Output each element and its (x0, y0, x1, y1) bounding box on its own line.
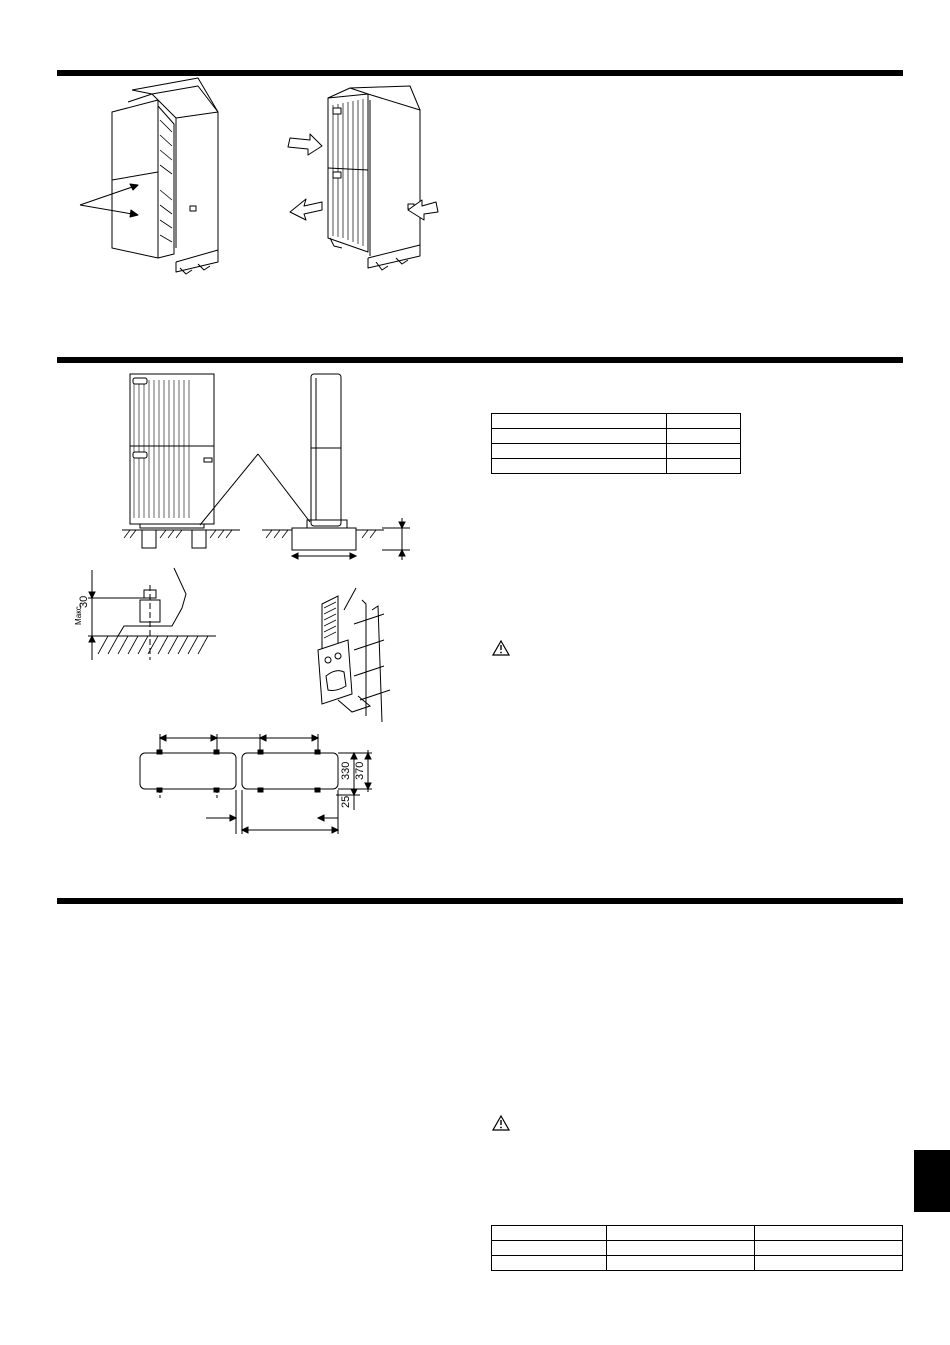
table-cell (607, 1241, 755, 1256)
table-row (492, 459, 741, 474)
table-cell (492, 1241, 607, 1256)
table-row (492, 1256, 903, 1271)
table-row (492, 1226, 903, 1241)
section-tab-marker (914, 1150, 950, 1212)
warning-triangle-icon (492, 1115, 510, 1131)
spec-table-1 (491, 413, 741, 474)
table-cell (667, 429, 741, 444)
table-cell (492, 429, 667, 444)
table-cell (755, 1241, 903, 1256)
table-cell (667, 444, 741, 459)
table-cell (667, 414, 741, 429)
table-row (492, 429, 741, 444)
table-cell (755, 1256, 903, 1271)
dim-370: 370 (354, 761, 366, 780)
table-cell (492, 444, 667, 459)
anchor-bolt-detail (88, 568, 216, 660)
table-cell (755, 1226, 903, 1241)
table-cell (492, 1256, 607, 1271)
dim-maks-label: Макс. (74, 603, 83, 625)
wall-mount-detail (318, 588, 390, 722)
table-row (492, 414, 741, 429)
table-cell (667, 459, 741, 474)
table-cell (607, 1256, 755, 1271)
dim-maks-value: 30 (78, 595, 90, 608)
warning-triangle-icon (492, 640, 510, 656)
table-cell (607, 1226, 755, 1241)
table-cell (492, 459, 667, 474)
table-row (492, 1241, 903, 1256)
table-cell (492, 1226, 607, 1241)
leader-line (258, 454, 310, 522)
unit-side-view (262, 374, 410, 560)
unit-front-view (122, 374, 240, 548)
table-row (492, 444, 741, 459)
base-layout-plan (140, 734, 372, 834)
spec-table-2 (491, 1225, 903, 1271)
dim-330: 330 (340, 761, 352, 780)
table-cell (492, 414, 667, 429)
dim-25: 25 (340, 795, 352, 808)
